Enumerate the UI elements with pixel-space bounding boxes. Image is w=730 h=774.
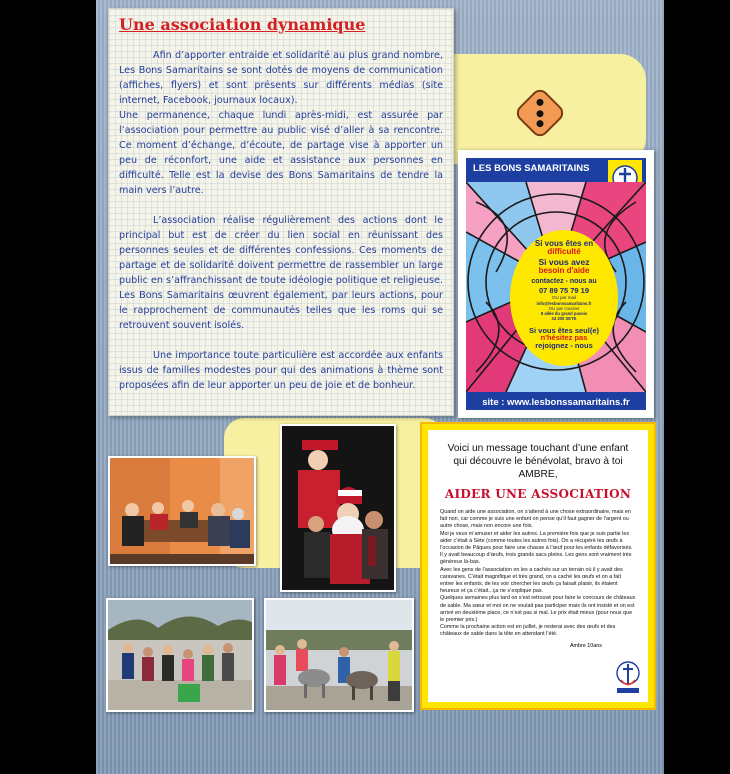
poster-line-12: Si vous êtes seul(e) (528, 325, 600, 335)
page (96, 0, 664, 774)
poster-website: site : www.lesbonssamaritains.fr (482, 397, 630, 408)
article-paragraph-1: Afin d’apporter entraide et solidarité au plus grand nombre, Les Bons Samaritains se sont dotés de moyens de communication (affiches, flyers) et sont présents sur différents médias (site internet, Facebook, journaux locaux). (119, 50, 443, 106)
article-title: Une association dynamique (119, 15, 366, 34)
poster-phone: 07 89 75 79 19 (538, 285, 590, 295)
poster-line-4: besoin d'aide (538, 265, 590, 275)
message-paragraph-4: Quelques semaines plus tard on s’est retrouvé pour faire le concours de châteaux de sable. Ma sœur et moi on ne voulait pas participer mais ils ont insisté et on est arrivé en deuxième place, ce n’est pas si mal. Le prix était mieux (pour nous que le premier prix.) (440, 595, 636, 624)
samaritains-small-logo-icon (614, 658, 642, 696)
donkey-photo (264, 598, 414, 712)
poster-inner (466, 158, 646, 410)
santa-photo-image (282, 426, 396, 592)
poster-line-3: Si vous avez (538, 257, 590, 267)
poster (458, 150, 654, 418)
meeting-photo (108, 456, 256, 566)
message-paragraph-3: Avec les gens de l’association on les a cachés sur un terrain où il y avait des caravanes. C’était magnifique et très grand, on a caché les œufs et on a fait entrer les enfants, de les voir chercher les œufs ça faisait plaisir, ils étaient heureux et ça c’était...ça ne s’explique pas. (440, 566, 623, 595)
poster-line-14: rejoignez - nous (535, 340, 593, 350)
article-paragraph-2: Une permanence, chaque lundi après-midi, est assurée par l’association pour permettre au public visé d’aller à sa rencontre. Ce moment d’échange, d’écoute, de partage vise à apporter un peu de réconfort, une aide et assistance aux personnes en difficulté. Telle est la devise des Bons Samaritains de tendre la main vers l’autre. (119, 110, 443, 196)
outdoor-group-photo-image (108, 600, 254, 712)
santa-photo (280, 424, 396, 592)
poster-line-5: contactez - nous au (531, 277, 597, 285)
poster-line-9: OU par courrier (548, 305, 580, 311)
message-heading: AIDER UNE ASSOCIATION (444, 487, 632, 501)
message-paragraph-5: Comme la prochaine action est en juillet, je resterai avec des œufs et des châteaux de sable dans la tête en attendant l’été. (440, 624, 616, 638)
meeting-photo-image (110, 458, 256, 566)
article-panel (108, 8, 454, 416)
poster-center-badge (510, 230, 618, 366)
poster-line-13: n'hésitez pas (540, 333, 588, 343)
message-intro: Voici un message touchant d’une enfant qui découvre le bénévolat, bravo à toi AMBRE, (447, 443, 629, 480)
poster-line-2: difficulté (547, 247, 581, 256)
poster-line-1: Si vous êtes en (534, 239, 594, 248)
article-paragraph-4: Une importance toute particulière est accordée aux enfants issus de familles modestes pour qui des animations à thème sont proposées afin de leur apporter un peu de joie et de bonheur. (119, 350, 443, 391)
donkey-photo-image (266, 600, 414, 712)
message-signature: Ambre 10ans (569, 642, 602, 649)
message-paragraph-1: Quand on aide une association, on s’attend à une chose extraordinaire, mais en fait non, car comme je suis une enfant on pense qu’il faut gagner de l’argent ou autre chose, mais non encore une fois. (440, 509, 631, 530)
poster-line-7: OU par mail (551, 295, 576, 300)
message-card (422, 424, 654, 708)
poster-header: LES BONS SAMARITAINS (473, 163, 590, 174)
message-paragraph-2: Moi je veux m’amuser et aider les autres. La première fois que je suis partie les aider c’était à Sète (comme toutes les autres fois). On a récupéré les œufs à l’occasion de Pâques pour faire une chasse à l’œuf pour les enfants défavorisés. Il y avait beaucoup d’œufs, trois grands sacs pleins. Les gens sont vraiment très généreux là-bas. (440, 530, 633, 566)
poster-email: info@lesbonssamaritains.fr (536, 300, 592, 306)
outdoor-group-photo (106, 598, 254, 712)
article-paragraph-3: L’association réalise régulièrement des actions dont le principal but est de créer du lien social en réunissant des personnes seules et de différentes confessions. Ces moments de partage et de solidarité doivent permettre de rassembler un large public en s’affranchissant de toute idéologie politique et religieuse. Les Bons Samaritains œuvrent également, par leurs actions, pour le rapprochement de communautés telles que les roms qui se retrouvent souvent isolés. (119, 215, 443, 331)
poster-city: 34 200 SETE (551, 316, 577, 322)
poster-address: 8 allée du grand pavois (540, 311, 588, 317)
